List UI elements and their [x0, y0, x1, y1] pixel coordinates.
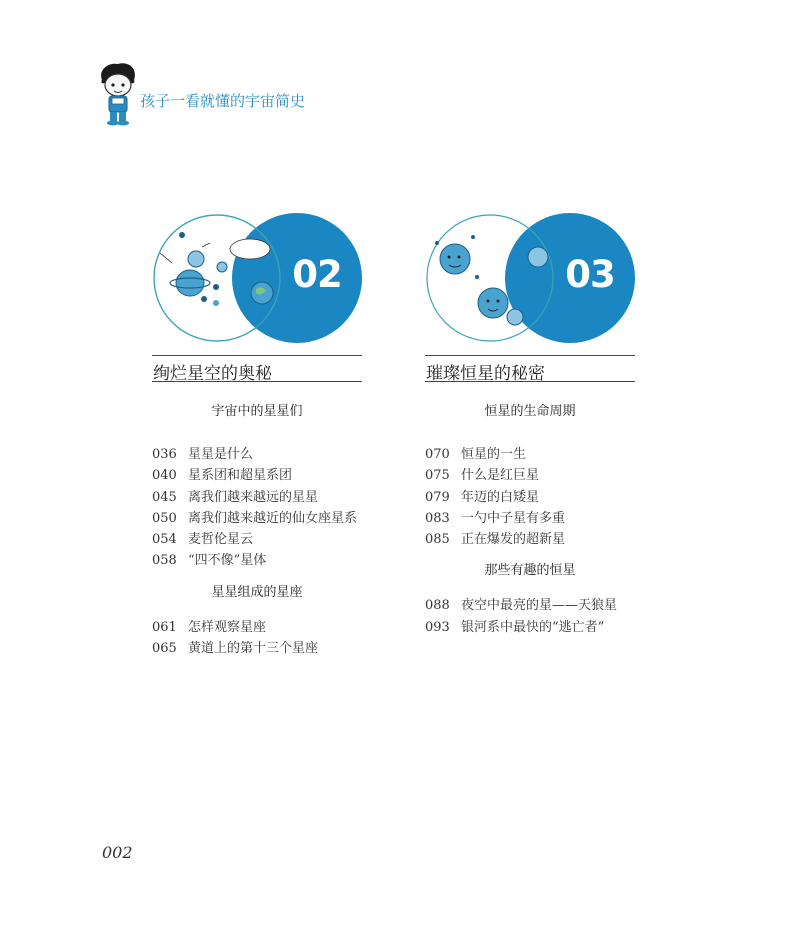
chapter-03 — [425, 213, 637, 384]
toc-section-2 — [152, 583, 382, 660]
toc-title: “四不像”星体 — [188, 553, 267, 569]
toc-page: 093 — [425, 619, 450, 635]
toc-title: 离我们越来越远的星星 — [188, 489, 319, 505]
toc-list — [152, 617, 382, 660]
toc-page: 045 — [152, 489, 177, 505]
toc-title: 银河系中最快的“逃亡者” — [461, 619, 605, 635]
section-title: 恒星的生命周期 — [484, 404, 576, 419]
toc-page: 050 — [152, 510, 177, 526]
toc-list — [425, 595, 655, 638]
toc-title: 恒星的一生 — [461, 447, 527, 462]
book-title: 孩子一看就懂的宇宙简史 — [140, 92, 306, 110]
toc-item[interactable] — [425, 595, 655, 616]
chapter-number: 03 — [565, 253, 615, 296]
toc-page: 040 — [152, 468, 177, 484]
toc-page: 083 — [425, 510, 450, 526]
chapter-title-bar — [425, 355, 635, 382]
toc-page: 075 — [425, 468, 450, 484]
toc-title: 年迈的白矮星 — [461, 489, 540, 505]
toc-item[interactable] — [152, 638, 382, 659]
toc-page: 054 — [152, 532, 177, 548]
section-title: 宇宙中的星星们 — [211, 404, 303, 419]
chapter-02 — [152, 213, 364, 384]
toc-page: 085 — [425, 532, 450, 548]
toc-title: 正在爆发的超新星 — [461, 532, 566, 548]
chapter-title-bar — [152, 355, 362, 382]
toc-title: 星星是什么 — [188, 447, 254, 462]
toc-item[interactable] — [152, 444, 382, 465]
toc-item[interactable] — [152, 465, 382, 486]
page-number: 002 — [102, 843, 133, 862]
toc-section-2 — [425, 561, 655, 638]
toc-item[interactable] — [425, 465, 655, 486]
toc-title: 怎样观察星座 — [188, 619, 267, 635]
toc-title: 离我们越来越近的仙女座星系 — [188, 510, 358, 526]
toc-page: 070 — [425, 447, 450, 462]
toc-list — [152, 444, 382, 572]
toc-chapter-03 — [425, 402, 655, 638]
boy-mascot-icon — [96, 60, 140, 126]
toc-title: 夜空中最亮的星——天狼星 — [461, 598, 618, 614]
toc-item[interactable] — [152, 529, 382, 550]
toc-item[interactable] — [152, 550, 382, 571]
toc-page: 065 — [152, 641, 177, 657]
toc-title: 什么是红巨星 — [461, 468, 540, 484]
toc-item[interactable] — [425, 444, 655, 465]
toc-page: 058 — [152, 553, 177, 569]
toc-page: 088 — [425, 598, 450, 614]
chapter-title: 绚烂星空的奥秘 — [153, 364, 272, 384]
chapter-number: 02 — [292, 253, 342, 296]
toc-item[interactable] — [425, 617, 655, 638]
chapter-graphic — [425, 213, 637, 345]
toc-item[interactable] — [152, 487, 382, 508]
toc-item[interactable] — [152, 617, 382, 638]
toc-item[interactable] — [425, 529, 655, 550]
toc-title: 星系团和超星系团 — [188, 468, 293, 484]
section-title: 星星组成的星座 — [211, 584, 303, 600]
toc-title: 一勺中子星有多重 — [461, 510, 566, 526]
toc-item[interactable] — [152, 508, 382, 529]
toc-item[interactable] — [425, 487, 655, 508]
section-title: 那些有趣的恒星 — [484, 563, 576, 579]
toc-page: 061 — [152, 619, 177, 635]
toc-list — [425, 444, 655, 550]
chapter-title: 璀璨恒星的秘密 — [426, 364, 545, 384]
toc-page: 079 — [425, 489, 450, 505]
toc-page: 036 — [152, 447, 177, 462]
chapter-graphic — [152, 213, 364, 345]
toc-item[interactable] — [425, 508, 655, 529]
toc-chapter-02 — [152, 402, 382, 659]
toc-title: 黄道上的第十三个星座 — [188, 641, 319, 657]
toc-title: 麦哲伦星云 — [188, 532, 254, 548]
